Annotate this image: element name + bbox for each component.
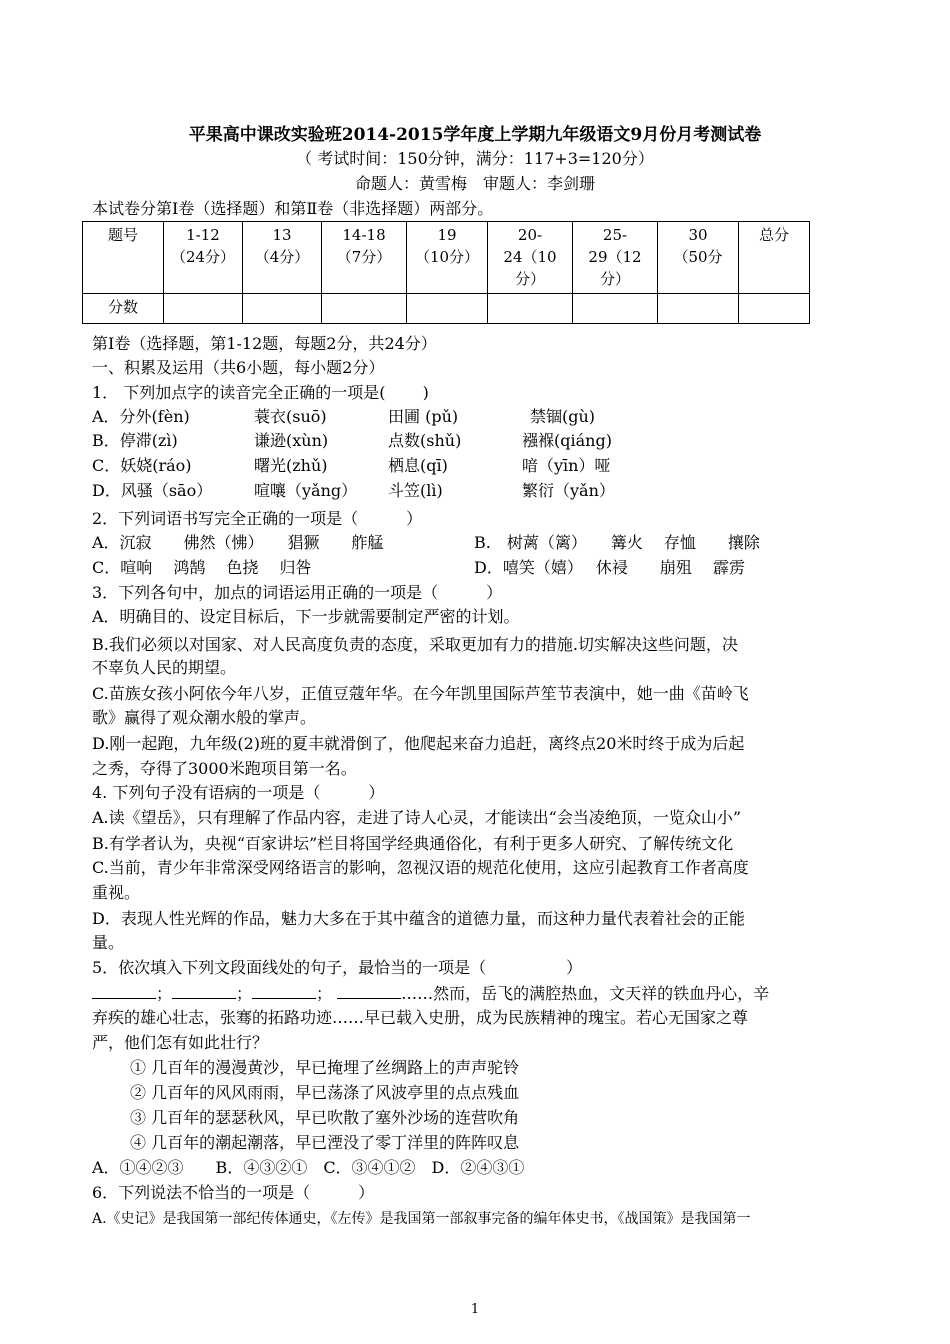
q5-blank-2 <box>172 982 236 999</box>
q1-option-a: A．分外(fèn) <box>92 407 190 426</box>
q1-option-d: D．风骚（sāo） <box>92 481 213 500</box>
score-cell[interactable] <box>658 294 739 324</box>
score-col-5: 20- 24（10 分） <box>488 222 573 294</box>
q5-passage-line3: 严，他们怎有如此壮行？ <box>92 1033 269 1052</box>
section1-title: 第Ⅰ卷（选择题，第1-12题，每题2分，共24分） <box>92 334 437 353</box>
exam-authors: 命题人：黄雪梅 审题人：李剑珊 <box>354 174 595 193</box>
page-number: 1 <box>470 1302 480 1317</box>
q1-option-d-2: 喧嚷（yǎng） <box>254 481 358 500</box>
q1-option-b: B．停滞(zì) <box>92 431 178 450</box>
q5-item-4: ④ 几百年的潮起潮落，早已湮没了零丁洋里的阵阵叹息 <box>130 1133 520 1152</box>
score-cell[interactable] <box>739 294 810 324</box>
q1-option-a-4: 禁锢(gù) <box>530 407 596 426</box>
q3-option-b-cont: 不辜负人民的期望。 <box>92 658 237 677</box>
score-cell[interactable] <box>407 294 488 324</box>
q4-option-d-cont: 量。 <box>92 933 125 952</box>
q5-item-3: ③ 几百年的瑟瑟秋风，早已吹散了塞外沙场的连营吹角 <box>130 1108 520 1127</box>
exam-intro: 本试卷分第Ⅰ卷（选择题）和第Ⅱ卷（非选择题）两部分。 <box>92 199 494 218</box>
q3-option-c: C.苗族女孩小阿依今年八岁，正值豆蔻年华。在今年凯里国际芦笙节表演中，她一曲《苗岭飞 <box>92 684 749 703</box>
q5-blank-3 <box>252 982 316 999</box>
q4-option-b: B.有学者认为，央视“百家讲坛”栏目将国学经典通俗化，有利于更多人研究、了解传统文化 <box>92 834 734 853</box>
q1-option-b-4: 襁褓(qiáng) <box>522 431 612 450</box>
score-col-total: 总分 <box>739 222 810 294</box>
q5-stem: 5．依次填入下列文段面线处的句子，最恰当的一项是（ ） <box>92 958 583 977</box>
q5-blank-1 <box>92 982 156 999</box>
score-col-1: 1-12 （24分） <box>164 222 243 294</box>
q5-item-1: ① 几百年的漫漫黄沙，早已掩埋了丝绸路上的声声驼铃 <box>130 1058 520 1077</box>
score-cell[interactable] <box>243 294 322 324</box>
q2-option-b: B. 树蓠（篱） 篝火 存恤 攘除 <box>474 533 760 552</box>
q5-passage-text-1: ……然而，岳飞的满腔热血，文天祥的铁血丹心，辛 <box>401 984 770 1003</box>
q4-stem: 4. 下列句子没有语病的一项是（ ） <box>92 783 385 802</box>
q1-option-d-4: 繁衍（yǎn） <box>522 481 615 500</box>
score-col-3: 14-18 （7分） <box>322 222 407 294</box>
q6-stem: 6．下列说法不恰当的一项是（ ） <box>92 1183 375 1202</box>
q1-option-c-3: 栖息(qī) <box>388 456 448 475</box>
q2-stem: 2．下列词语书写完全正确的一项是（ ） <box>92 509 423 528</box>
q4-option-a: A.读《望岳》，只有理解了作品内容，走进了诗人心灵，才能读出“会当凌绝顶，一览众山小” <box>92 808 742 827</box>
score-cell[interactable] <box>322 294 407 324</box>
q3-option-c-cont: 歌》赢得了观众潮水般的掌声。 <box>92 708 317 727</box>
q2-option-d: D．嘻笑（嬉） 休祲 崩殂 霹雳 <box>474 558 746 577</box>
score-table <box>82 221 810 324</box>
q2-option-a: A．沉寂 佛然（怫） 猖獗 舴艋 <box>92 533 384 552</box>
q5-item-2: ② 几百年的风风雨雨，早已荡涤了风波亭里的点点残血 <box>130 1083 520 1102</box>
q4-option-c-cont: 重视。 <box>92 883 141 902</box>
q6-option-a: A.《史记》是我国第一部纪传体通史，《左传》是我国第一部叙事完备的编年体史书，《战国策》是我国第一 <box>92 1211 751 1227</box>
q1-option-c: C．妖娆(ráo) <box>92 456 192 475</box>
q5-passage-line2: 弃疾的雄心壮志，张骞的拓路功迹……早已载入史册，成为民族精神的瑰宝。若心无国家之尊 <box>92 1008 749 1027</box>
q3-option-d-cont: 之秀，夺得了3000米跑项目第一名。 <box>92 759 357 778</box>
q5-options: A．①④②③ B．④③②① C．③④①② D．②④③① <box>92 1158 525 1177</box>
q3-stem: 3．下列各句中，加点的词语运用正确的一项是（ ） <box>92 583 503 602</box>
q1-option-a-3: 田圃 (pǔ) <box>388 407 459 426</box>
score-cell[interactable] <box>488 294 573 324</box>
score-col-7: 30 （50分 <box>658 222 739 294</box>
score-cell[interactable] <box>164 294 243 324</box>
q3-option-a: A．明确目的、设定目标后，下一步就需要制定严密的计划。 <box>92 607 520 626</box>
q1-option-b-3: 点数(shǔ) <box>388 431 462 450</box>
score-row-label: 分数 <box>83 294 164 324</box>
q5-passage-line1: ； ； ； ……然而，岳飞的满腔热血，文天祥的铁血丹心，辛 <box>92 982 769 1005</box>
q1-option-c-2: 曙光(zhǔ) <box>254 456 328 475</box>
q1-option-a-2: 蓑衣(suō) <box>254 407 327 426</box>
q2-option-c: C．喧响 鸿鹄 色挠 归咎 <box>92 558 312 577</box>
exam-title: 平果高中课改实验班2014-2015学年度上学期九年级语文9月份月考测试卷 <box>188 125 762 145</box>
q3-option-b: B.我们必须以对国家、对人民高度负责的态度，采取更加有力的措施.切实解决这些问题，决 <box>92 635 738 654</box>
q3-option-d: D.刚一起跑，九年级(2)班的夏丰就滑倒了，他爬起来奋力追赶，离终点20米时终于成为后起 <box>92 734 745 753</box>
score-col-4: 19 （10分） <box>407 222 488 294</box>
q1-option-d-3: 斗笠(lì) <box>388 481 443 500</box>
q4-option-d: D．表现人性光辉的作品，魅力大多在于其中蕴含的道德力量，而这种力量代表着社会的正能 <box>92 909 745 928</box>
q1-stem: 1． 下列加点字的读音完全正确的一项是( ) <box>92 383 429 402</box>
exam-time-score: （ 考试时间：150分钟，满分：117+3=120分） <box>296 149 654 168</box>
q1-option-c-4: 喑（yīn）哑 <box>522 456 611 475</box>
q5-blank-4 <box>337 982 401 999</box>
q1-option-b-2: 谦逊(xùn) <box>254 431 329 450</box>
part1-title: 一、积累及运用（共6小题，每小题2分） <box>92 358 385 377</box>
score-col-6: 25- 29（12 分） <box>573 222 658 294</box>
score-col-2: 13 （4分） <box>243 222 322 294</box>
score-table-header-label: 题号 <box>83 222 164 294</box>
q4-option-c: C.当前，青少年非常深受网络语言的影响，忽视汉语的规范化使用，这应引起教育工作者高度 <box>92 858 749 877</box>
score-cell[interactable] <box>573 294 658 324</box>
